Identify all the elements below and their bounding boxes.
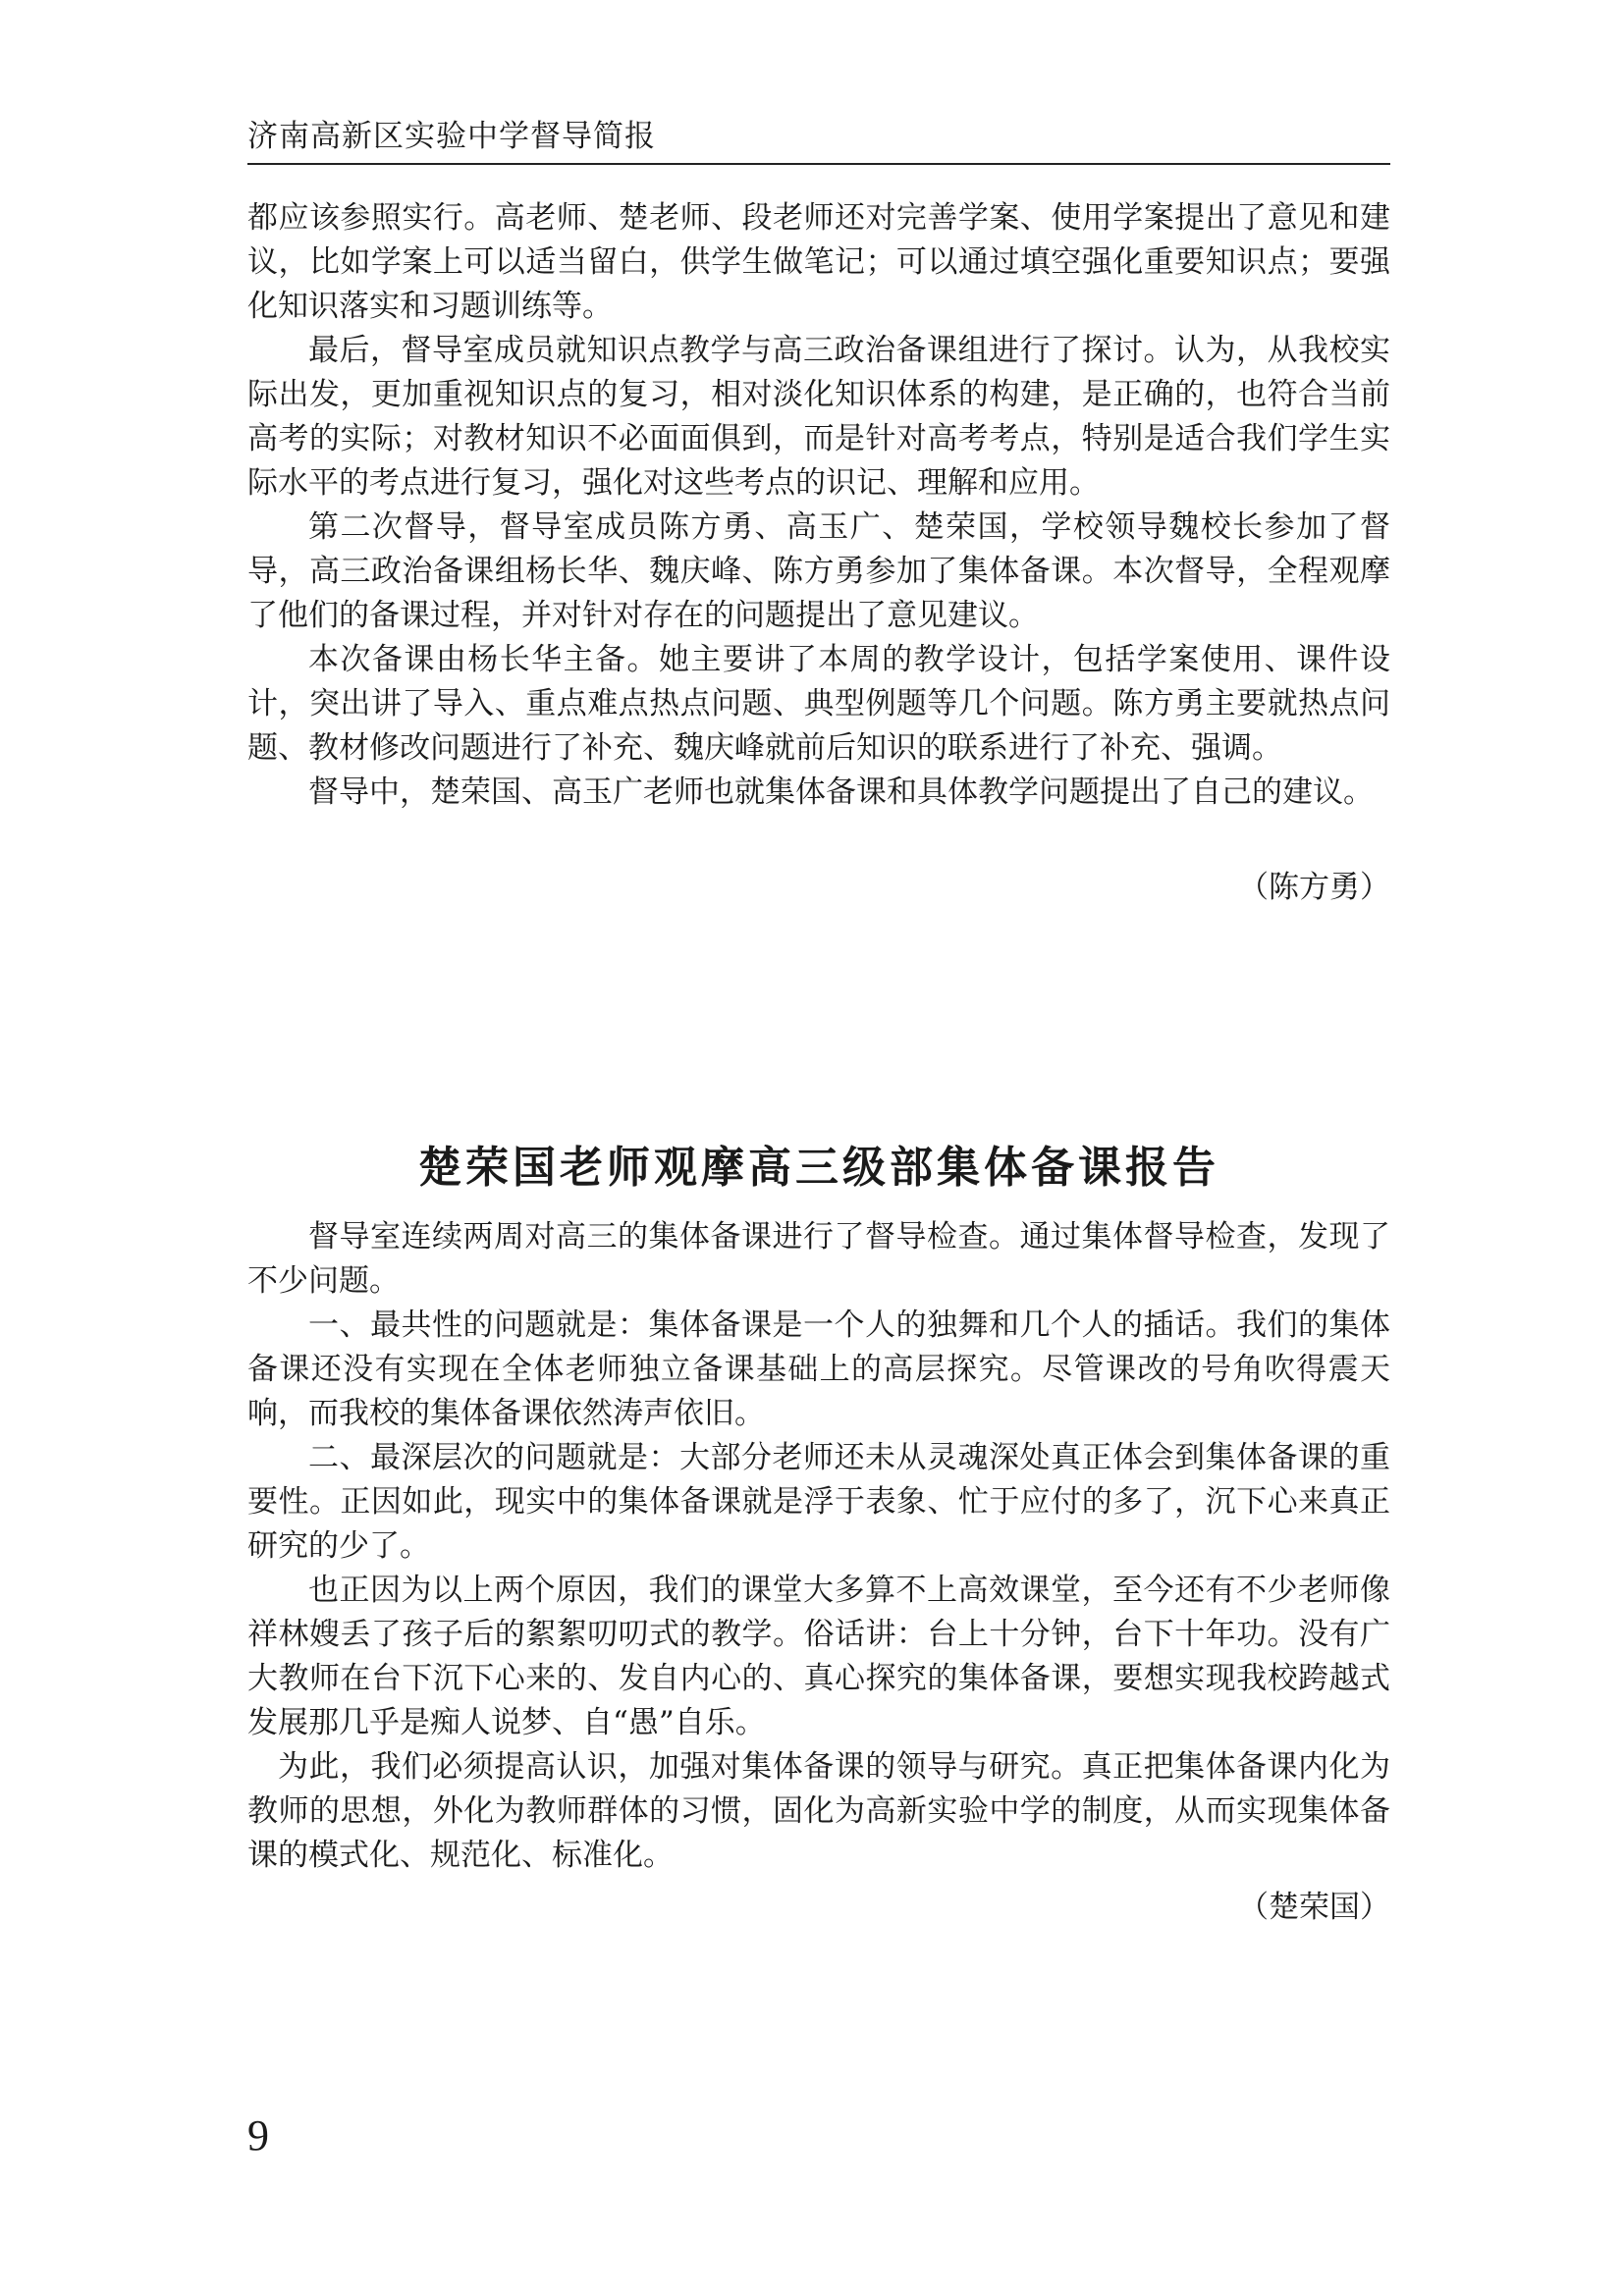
page-number: 9 <box>247 2111 269 2160</box>
paragraph: 督导中，楚荣国、高玉广老师也就集体备课和具体教学问题提出了自己的建议。 <box>308 774 1374 810</box>
author-signature: （陈方勇） <box>1238 870 1390 905</box>
paragraph: 最后，督导室成员就知识点教学与高三政治备课组进行了探讨。认为，从我校实际出发，更加重视知识点的复习，相对淡化知识体系的构建，是正确的，也符合当前高考的实际；对教材知识不必面面俱到，而是针对高考考点，特别是适合我们学生实际水平的考点进行复习，强化对这些考点的识记、理解和应用。 <box>247 333 1390 501</box>
article-report <box>247 1139 1390 1930</box>
article-title: 楚荣国老师观摩高三级部集体备课报告 <box>418 1143 1219 1193</box>
paragraph: 也正因为以上两个原因，我们的课堂大多算不上高效课堂，至今还有不少老师像祥林嫂丢了孩子后的絮絮叨叨式的教学。俗话讲：台上十分钟，台下十年功。没有广大教师在台下沉下心来的、发自内心的、真心探究的集体备课，要想实现我校跨越式发展那几乎是痴人说梦、自“愚”自乐。 <box>247 1573 1390 1740</box>
paragraph: 一、最共性的问题就是：集体备课是一个人的独舞和几个人的插话。我们的集体备课还没有实现在全体老师独立备课基础上的高层探究。尽管课改的号角吹得震天响，而我校的集体备课依然涛声依旧。 <box>247 1308 1390 1431</box>
paragraph: 都应该参照实行。高老师、楚老师、段老师还对完善学案、使用学案提出了意见和建议，比如学案上可以适当留白，供学生做笔记；可以通过填空强化重要知识点；要强化知识落实和习题训练等。 <box>247 200 1390 324</box>
paragraph: 督导室连续两周对高三的集体备课进行了督导检查。通过集体督导检查，发现了不少问题。 <box>247 1219 1390 1299</box>
paragraph: 为此，我们必须提高认识，加强对集体备课的领导与研究。真正把集体备课内化为教师的思想，外化为教师群体的习惯，固化为高新实验中学的制度，从而实现集体备课的模式化、规范化、标准化。 <box>247 1749 1390 1873</box>
running-header <box>247 114 1390 165</box>
newsletter-title: 济南高新区实验中学督导简报 <box>247 119 656 154</box>
paragraph: 二、最深层次的问题就是：大部分老师还未从灵魂深处真正体会到集体备课的重要性。正因如此，现实中的集体备课就是浮于表象、忙于应付的多了，沉下心来真正研究的少了。 <box>247 1440 1390 1564</box>
article-continuation <box>247 196 1390 910</box>
paragraph: 本次备课由杨长华主备。她主要讲了本周的教学设计，包括学案使用、课件设计，突出讲了导入、重点难点热点问题、典型例题等几个问题。陈方勇主要就热点问题、教材修改问题进行了补充、魏庆峰就前后知识的联系进行了补充、强调。 <box>247 642 1390 766</box>
author-signature: （楚荣国） <box>1238 1890 1390 1925</box>
paragraph: 第二次督导，督导室成员陈方勇、高玉广、楚荣国，学校领导魏校长参加了督导，高三政治备课组杨长华、魏庆峰、陈方勇参加了集体备课。本次督导，全程观摩了他们的备课过程，并对针对存在的问题提出了意见建议。 <box>247 509 1390 633</box>
